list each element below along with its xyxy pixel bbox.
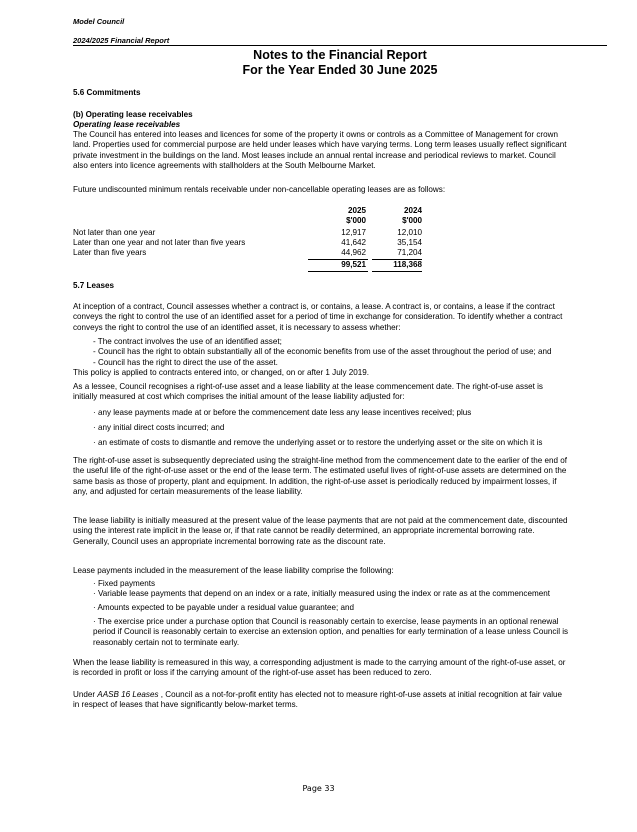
text-line: As a lessee, Council recognises a right-of-use asset and a lease liability at the lease commencement date. The right-of-use asset is (73, 382, 543, 391)
table-cell-2024: 35,154 (397, 238, 422, 247)
commitments-heading: 5.6 Commitments (73, 88, 141, 97)
text-line: the useful life of the right-of-use asset or the end of the lease term. The estimated useful lives of right-of-use assets are determined on the (73, 466, 567, 476)
leases-paragraph-1 (73, 302, 607, 333)
text-line: conveys the right to control the use of an identified asset for a period of time in exchange for consideration. To identify whether a contract (73, 312, 563, 322)
text-line: private investment in the buildings on the land. Most leases include an annual rental increase and periodical reviews to market. Council (73, 150, 556, 160)
text-line: The lease liability is initially measured at the present value of the lease payments that are not paid at the commencement date, discounted (73, 516, 568, 525)
text-line: The right-of-use asset is subsequently depreciated using the straight-line method from the commencement date to the earlier of the end of (73, 456, 567, 465)
table-cell-2025: 12,917 (341, 228, 366, 237)
report-title: 2024/2025 Financial Report (73, 36, 170, 45)
dash-list (93, 337, 607, 368)
text-line: · The exercise price under a purchase option that Council is reasonably certain to exercise, lease payments in an optional renewal (93, 617, 559, 626)
text-line: Generally, Council uses an appropriate incremental borrowing rate as the discount rate. (73, 536, 386, 546)
table-cell-2025: 44,962 (341, 248, 366, 257)
leases-paragraph-2 (73, 382, 607, 403)
text-line: conveys the right to control the use of an identified asset, it is necessary to assess whether: (73, 322, 401, 332)
table-cell-2024: 71,204 (397, 248, 422, 257)
total-2025: 99,521 (341, 260, 366, 269)
text-line: in respect of leases that have significantly below-market terms. (73, 700, 298, 710)
leases-paragraph-4 (73, 516, 607, 547)
leases-paragraph-5: Lease payments included in the measurement of the lease liability comprise the following: (73, 566, 394, 575)
text-line: any, and adjusted for certain measurements of the lease liability. (73, 486, 303, 496)
text-line: land. Properties used for commercial purpose are held under leases which have varying terms. Long term leases usually reflect significant (73, 140, 567, 150)
table-row-label: Later than one year and not later than five years (73, 238, 246, 247)
list-item: · any lease payments made at or before the commencement date less any lease incentives received; plus (93, 408, 472, 417)
total-underline-2025 (308, 271, 368, 272)
list-item: - The contract involves the use of an identified asset; (93, 337, 282, 346)
text-line: using the interest rate implicit in the lease or, if that rate cannot be readily determined, an appropriate incremental borrowing rate. (73, 526, 535, 536)
list-item: · an estimate of costs to dismantle and remove the underlying asset or to restore the underlying asset or the site on which it is (93, 438, 543, 447)
text-line: initially measured at cost which comprises the initial amount of the lease liability adjusted for: (73, 392, 405, 402)
text-line: reasonably certain not to terminate early. (93, 637, 240, 647)
total-underline-2024 (372, 271, 422, 272)
standard-reference: AASB 16 Leases (97, 690, 159, 699)
col-2024-unit: $'000 (402, 216, 422, 225)
text-line: is recorded in profit or loss if the carrying amount of the right-of-use asset has been reduced to zero. (73, 668, 432, 678)
list-item: · Variable lease payments that depend on an index or a rate, initially measured using the index or rate as at the commencement (93, 589, 550, 598)
total-2024: 118,368 (393, 260, 422, 269)
leases-paragraph-6 (73, 658, 607, 679)
col-2025-unit: $'000 (346, 216, 366, 225)
text-span: Under (73, 690, 98, 699)
text-line: At inception of a contract, Council assesses whether a contract is, or contains, a lease. A contract is, or contains, a lease if the contract (73, 302, 555, 311)
header-divider (73, 45, 607, 46)
title-line-1: Notes to the Financial Report (253, 48, 427, 62)
table-row-label: Later than five years (73, 248, 147, 257)
page-number: Page 33 (302, 784, 335, 793)
rentals-intro: Future undiscounted minimum rentals receivable under non-cancellable operating leases are as follows: (73, 185, 446, 194)
list-item: · Fixed payments (93, 579, 156, 588)
text-span: , Council as a not-for-profit entity has elected not to measure right-of-use assets at initial recognition at fair value (158, 690, 563, 699)
list-item (93, 617, 607, 648)
receivables-italic-heading: Operating lease receivables (73, 120, 181, 129)
commitments-paragraph (73, 130, 607, 171)
list-item: - Council has the right to direct the use of the asset. (93, 357, 278, 367)
table-cell-2025: 41,642 (341, 238, 366, 247)
receivables-subheading: (b) Operating lease receivables (73, 110, 193, 119)
text-line: The Council has entered into leases and licences for some of the property it owns or controls as a Committee of Management for crown (73, 130, 558, 139)
text-line: also enters into licence agreements with stallholders at the South Melbourne Market. (73, 160, 376, 170)
leases-paragraph-7 (73, 690, 607, 711)
title-line-2: For the Year Ended 30 June 2025 (242, 63, 438, 77)
text-line: same basis as those of property, plant and equipment. In addition, the right-of-use asset is periodically reduced by impairment losses, if (73, 476, 557, 486)
list-item: - Council has the right to obtain substantially all of the economic benefits from use of the asset throughout the period of use; and (93, 347, 552, 357)
list-item: · Amounts expected to be payable under a residual value guarantee; and (93, 603, 354, 612)
table-row-label: Not later than one year (73, 228, 156, 237)
list-item: · any initial direct costs incurred; and (93, 423, 225, 432)
policy-note: This policy is applied to contracts entered into, or changed, on or after 1 July 2019. (73, 368, 370, 377)
text-line: period if Council is reasonably certain to exercise an extension option, and penalties for early termination of a lease unless Council is (93, 627, 569, 637)
col-2025-year: 2025 (347, 206, 366, 215)
text-line: When the lease liability is remeasured in this way, a corresponding adjustment is made to the carrying amount of the right-of-use asset, or (73, 658, 566, 667)
col-2024-year: 2024 (403, 206, 422, 215)
text-line (73, 690, 607, 700)
leases-heading: 5.7 Leases (73, 281, 114, 290)
org-name: Model Council (73, 17, 125, 26)
leases-paragraph-3 (73, 456, 607, 497)
table-cell-2024: 12,010 (397, 228, 422, 237)
page-title (73, 48, 607, 78)
